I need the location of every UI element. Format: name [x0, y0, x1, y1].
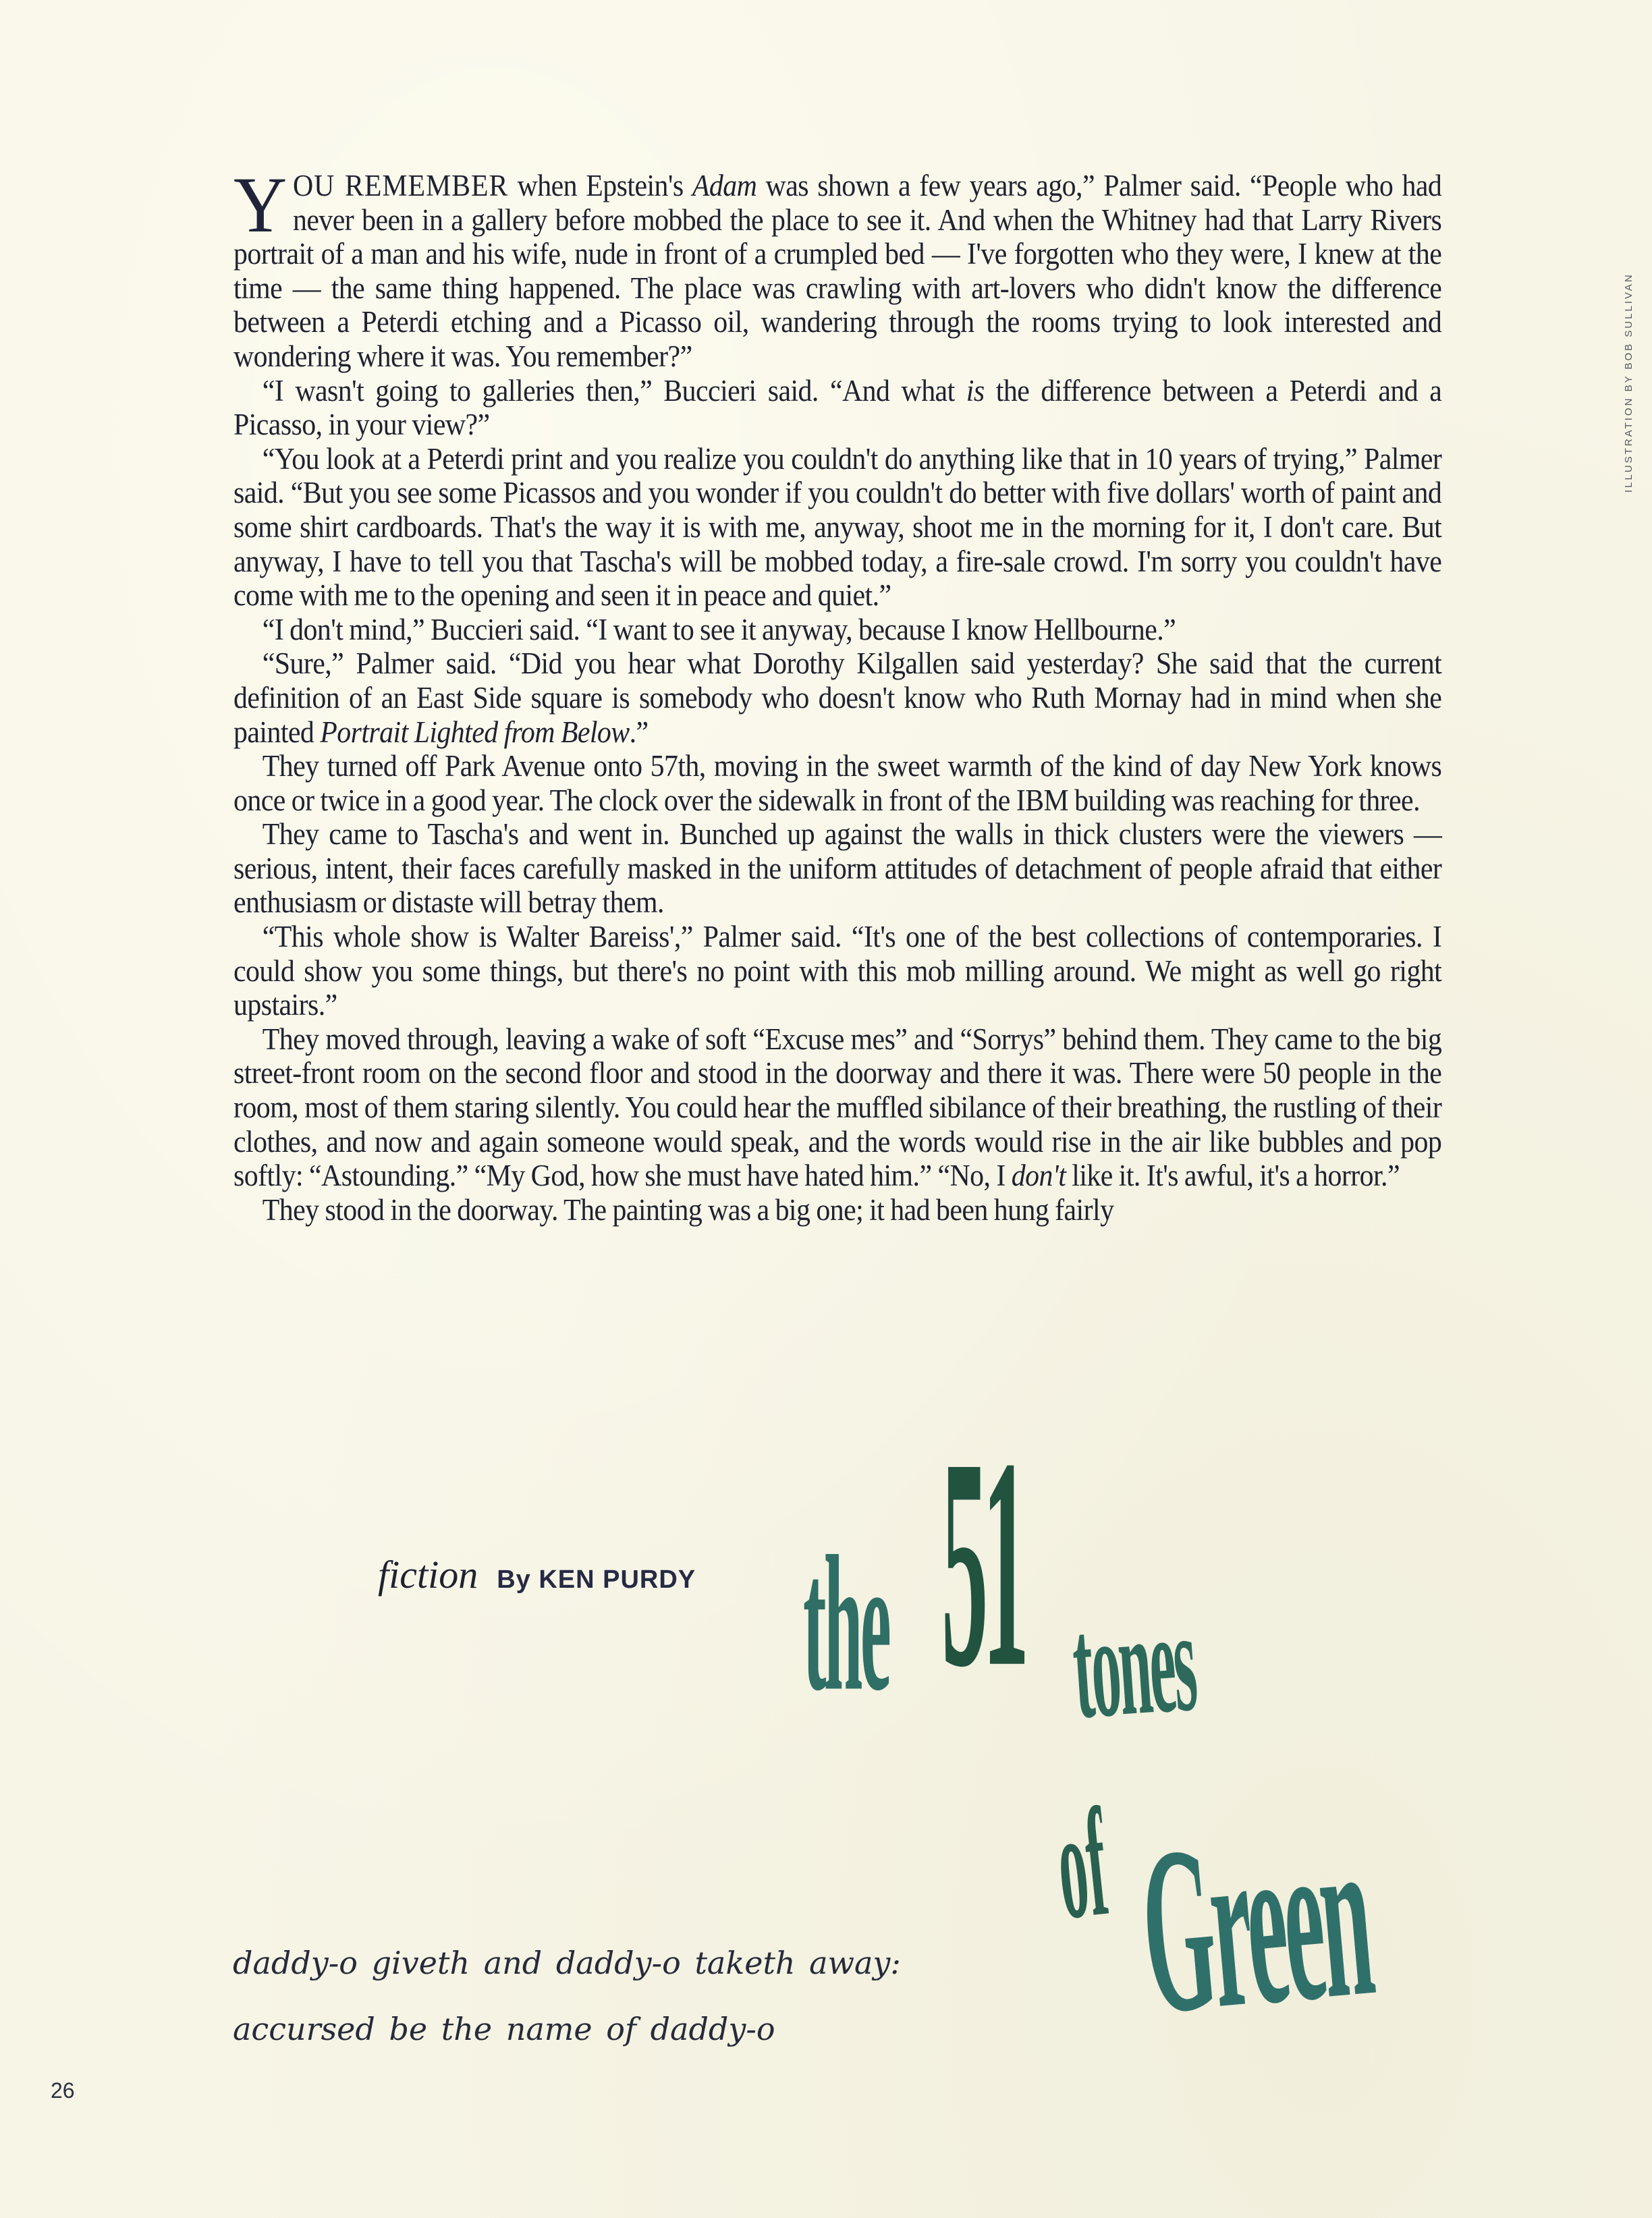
text-run: They moved through, leaving a wake of soft “Excuse mes” and “Sorrys” behind them. They came to the big street-front room on the second floor and stood in the doorway and there it was. There were 50 people in the room, most of them staring silently. You could hear the muffled sibilance of their breathing, the rustling of their clothes, and now and again someone would speak, and the words would rise in the air like bubbles and pop softly: “Astounding.” “My God, how she must have hated him.” [233, 1022, 1442, 1193]
page-number: 26 [51, 2078, 75, 2103]
title-word-green: Green [1132, 1782, 1379, 2064]
text-run: the difference between a Peterdi and a Picasso, in your view?” [233, 373, 1442, 442]
italic-emphasis: don't [1011, 1159, 1066, 1193]
italic-title: Adam [692, 169, 757, 202]
paragraph: “This whole show is Walter Bareiss',” Palmer said. “It's one of the best collections of contemporaries. I could show you some things, but there's no point with this mob milling around. We might as well go right upstairs.” [233, 920, 1442, 1022]
story-title [796, 1397, 1593, 2153]
section-kicker: fiction [378, 1553, 478, 1597]
paragraph: “I don't mind,” Buccieri said. “I want to see it anyway, because I know Hellbourne.” [262, 612, 1176, 646]
lead-smallcaps: OU REMEMBER [293, 169, 509, 202]
text-run: .” [629, 715, 649, 749]
text-run: “No, I [937, 1159, 1012, 1193]
drop-cap: Y [233, 161, 287, 249]
text-run: was shown a few years ago,” Palmer said. “People who had never been in a gallery before mobbed the place to see it. And when the Whitney had that Larry Rivers portrait of a man and his wife, nude in front of a crumpled bed — I've forgotten who they were, I knew at the time — the same thing happened. The place was crawling with art-lovers who didn't know the difference between a Peterdi etching and a Picasso oil, wandering through the rooms trying to look interested and wondering where it was. You remember?” [233, 169, 1442, 373]
paragraph [233, 161, 1442, 374]
title-word-of: of [1049, 1776, 1115, 1952]
author-name: By KEN PURDY [497, 1565, 696, 1594]
text-run: “I wasn't going to galleries then,” Buccieri said. “And what [262, 373, 966, 408]
title-word-tones: tones [1068, 1578, 1200, 1750]
paragraph [233, 1022, 1441, 1193]
byline [378, 1552, 696, 1597]
paragraph: They turned off Park Avenue onto 57th, moving in the sweet warmth of the kind of day New York knows once or twice in a good year. The clock over the sidewalk in front of the IBM building was reaching for three. [233, 749, 1442, 817]
paragraph: “You look at a Peterdi print and you realize you couldn't do anything like that in 10 years of trying,” Palmer said. “But you see some Picassos and you wonder if you couldn't do better with five dollars' worth of paint and some shirt cardboards. That's the way it is with me, anyway, shoot me in the morning for it, I don't care. But anyway, I have to tell you that Tascha's will be mobbed today, a fire-sale crowd. I'm sorry you couldn't have come with me to the opening and seen it in peace and quiet.” [233, 441, 1442, 613]
title-number: 51 [941, 1397, 1024, 1729]
italic-title: Portrait Lighted from Below [320, 715, 630, 749]
deck-line: daddy-o giveth and daddy-o taketh away: [233, 1945, 901, 1981]
paragraph [233, 374, 1441, 442]
paragraph: They stood in the doorway. The painting was a big one; it had been hung fairly [262, 1192, 1114, 1227]
story-deck [233, 1930, 901, 2062]
text-run: “Sure,” Palmer said. “Did you hear what Dorothy Kilgallen said yesterday? She said that the current definition of an East Side square is somebody who doesn't know who Ruth Mornay had in mind when she painted [233, 646, 1442, 749]
illustration-credit: ILLUSTRATION BY BOB SULLIVAN [1623, 273, 1634, 493]
deck-line: accursed be the name of daddy-o [233, 2011, 775, 2047]
title-word-the: the [803, 1516, 889, 1731]
paragraph: They came to Tascha's and went in. Bunched up against the walls in thick clusters were the viewers — serious, intent, their faces carefully masked in the uniform attitudes of detachment of people afraid that either enthusiasm or distaste will betray them. [233, 817, 1442, 920]
paragraph [233, 646, 1441, 749]
article-body [233, 161, 1442, 1227]
italic-emphasis: is [966, 373, 985, 408]
text-run: like it. It's awful, it's a horror.” [1066, 1159, 1400, 1193]
text-run: when Epstein's [508, 169, 692, 202]
